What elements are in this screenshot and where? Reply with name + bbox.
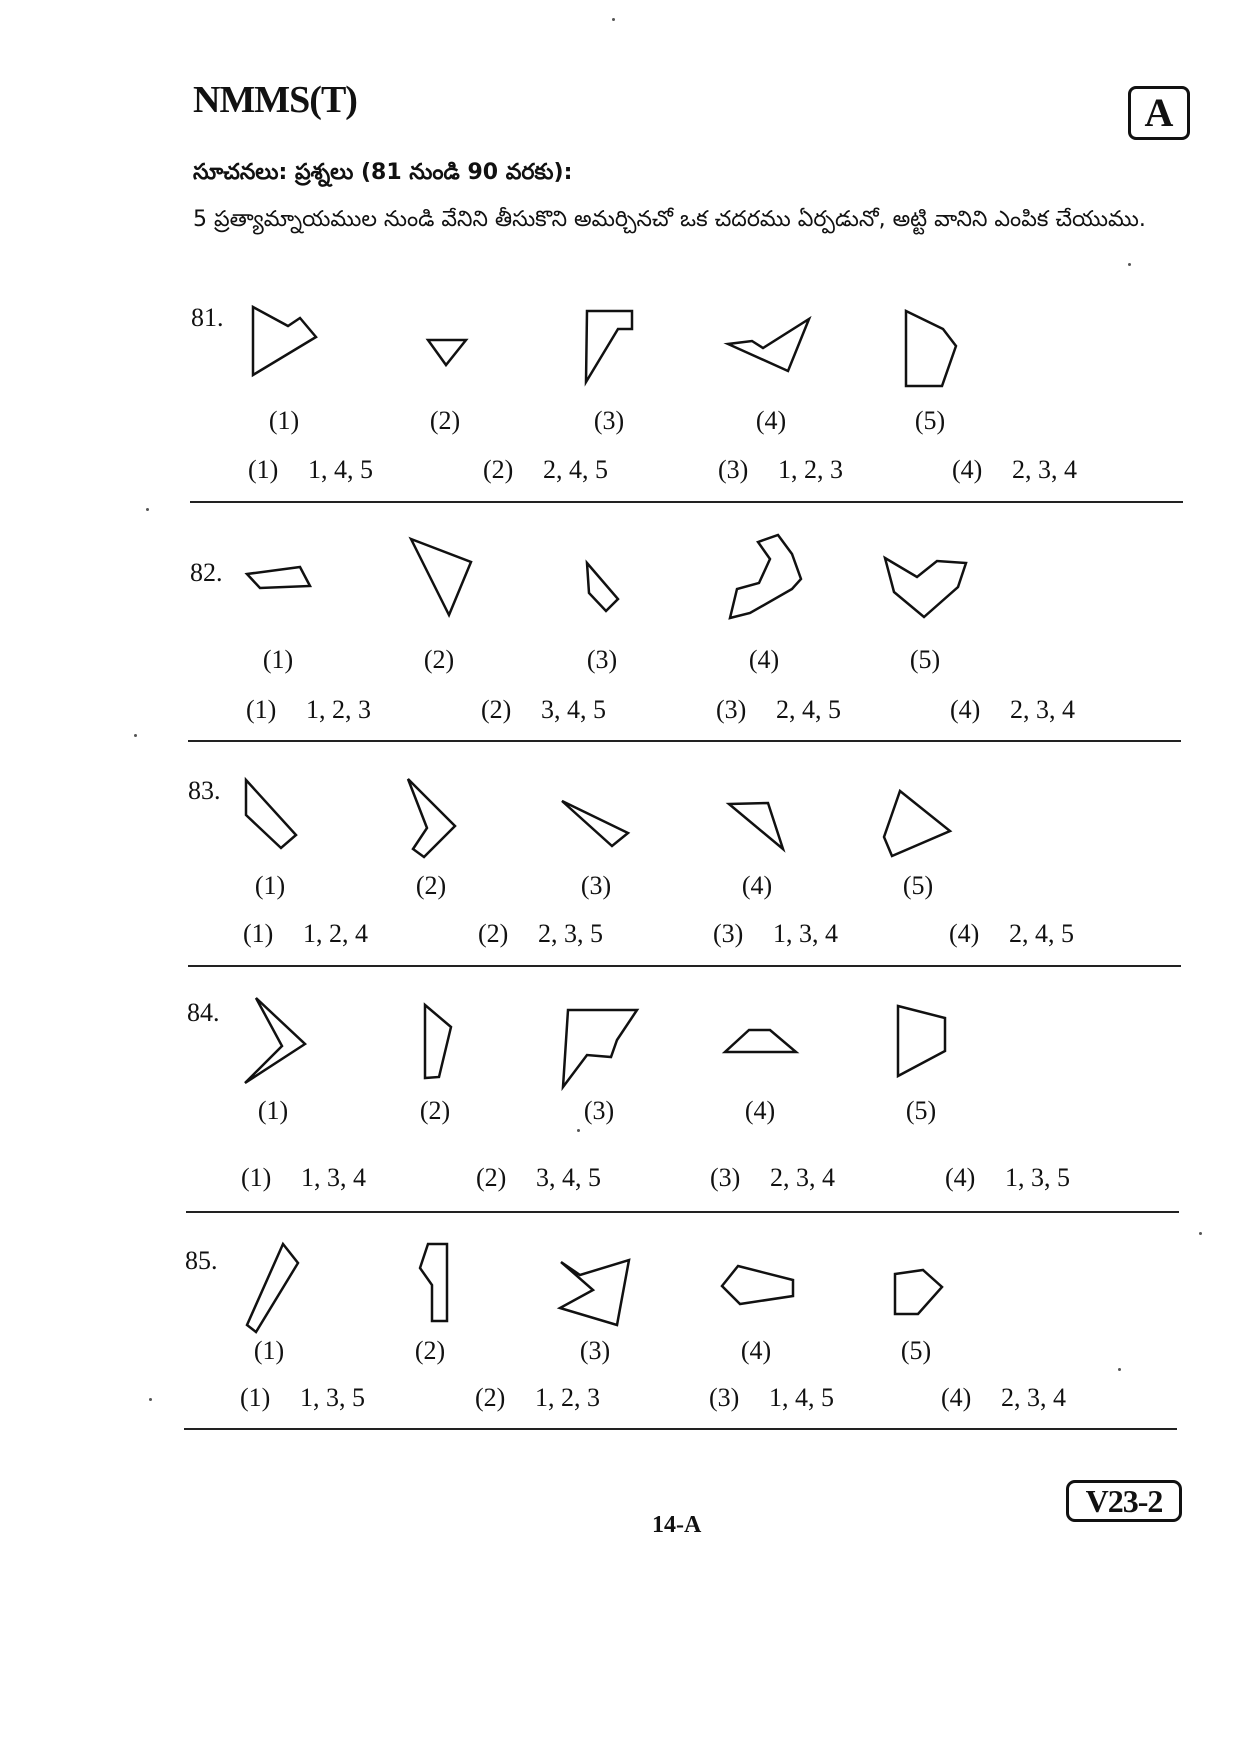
- paper-code-badge: V23-2: [1066, 1480, 1182, 1522]
- question-84-figures: [0, 990, 1240, 1100]
- page-title: NMMS(T): [193, 79, 357, 121]
- scan-speck: [146, 508, 149, 511]
- divider: [184, 1428, 1177, 1430]
- q81-figure-5: [906, 311, 956, 386]
- q85-figure-3: [560, 1260, 629, 1325]
- q81-figure-label-5: (5): [914, 406, 946, 435]
- page-number: 14-A: [652, 1512, 702, 1538]
- q81-option-1[interactable]: (1) 1, 4, 5: [248, 455, 373, 484]
- q85-figure-label-5: (5): [900, 1336, 932, 1365]
- q83-option-1[interactable]: (1) 1, 2, 4: [243, 919, 368, 948]
- instructions-title: సూచనలు: ప్రశ్నలు (81 నుండి 90 వరకు):: [193, 160, 573, 185]
- q82-figure-label-2: (2): [423, 645, 455, 674]
- question-82-figures: [0, 525, 1240, 635]
- q83-figure-2: [408, 779, 455, 857]
- question-83-figures: [0, 765, 1240, 875]
- q81-figure-label-2: (2): [429, 406, 461, 435]
- instructions-text: 5 ప్రత్యామ్నాయముల నుండి వేనిని తీసుకొని అమర్చినచో ఒక చదరము ఏర్పడునో, అట్టి వానిని ఎంపిక చేయుము.: [193, 207, 1146, 232]
- q81-figure-4: [728, 319, 809, 371]
- q83-figure-label-3: (3): [580, 871, 612, 900]
- scan-speck: [149, 1398, 152, 1401]
- q85-figure-4: [722, 1266, 793, 1304]
- q82-option-4[interactable]: (4) 2, 3, 4: [950, 695, 1075, 724]
- q81-figure-label-4: (4): [755, 406, 787, 435]
- q82-option-1[interactable]: (1) 1, 2, 3: [246, 695, 371, 724]
- q83-option-4[interactable]: (4) 2, 4, 5: [949, 919, 1074, 948]
- q84-option-3[interactable]: (3) 2, 3, 4: [710, 1163, 835, 1192]
- q81-option-4[interactable]: (4) 2, 3, 4: [952, 455, 1077, 484]
- q81-option-2[interactable]: (2) 2, 4, 5: [483, 455, 608, 484]
- q82-figure-5: [885, 558, 966, 617]
- question-83-number: 83.: [188, 776, 221, 805]
- q84-figure-label-4: (4): [744, 1096, 776, 1125]
- q82-figure-3: [587, 563, 618, 611]
- q83-figure-4: [729, 803, 783, 849]
- scan-speck: [1128, 263, 1131, 266]
- q84-figure-5: [898, 1006, 945, 1076]
- divider: [190, 501, 1183, 503]
- q81-figure-label-1: (1): [268, 406, 300, 435]
- q84-figure-label-2: (2): [419, 1096, 451, 1125]
- divider: [188, 965, 1181, 967]
- question-81-figures: [0, 295, 1240, 405]
- q85-option-2[interactable]: (2) 1, 2, 3: [475, 1383, 600, 1412]
- q82-figure-label-5: (5): [909, 645, 941, 674]
- scan-speck: [134, 734, 137, 737]
- question-84-number: 84.: [187, 998, 220, 1027]
- q85-figure-label-3: (3): [579, 1336, 611, 1365]
- q84-figure-4: [725, 1030, 796, 1052]
- q85-figure-label-4: (4): [740, 1336, 772, 1365]
- q81-option-3[interactable]: (3) 1, 2, 3: [718, 455, 843, 484]
- scan-speck: [577, 1129, 580, 1132]
- q82-figure-4: [730, 535, 801, 618]
- q84-figure-label-3: (3): [583, 1096, 615, 1125]
- q81-figure-1: [253, 307, 316, 375]
- q83-figure-label-5: (5): [902, 871, 934, 900]
- q84-figure-3: [563, 1010, 637, 1087]
- q83-figure-label-1: (1): [254, 871, 286, 900]
- divider: [188, 740, 1181, 742]
- q85-figure-2: [420, 1244, 447, 1321]
- q85-option-1[interactable]: (1) 1, 3, 5: [240, 1383, 365, 1412]
- q84-option-1[interactable]: (1) 1, 3, 4: [241, 1163, 366, 1192]
- divider: [186, 1211, 1179, 1213]
- q85-option-3[interactable]: (3) 1, 4, 5: [709, 1383, 834, 1412]
- scan-speck: [1199, 1232, 1202, 1235]
- q84-option-2[interactable]: (2) 3, 4, 5: [476, 1163, 601, 1192]
- q83-figure-label-2: (2): [415, 871, 447, 900]
- q83-option-2[interactable]: (2) 2, 3, 5: [478, 919, 603, 948]
- scan-speck: [612, 18, 615, 21]
- q84-option-4[interactable]: (4) 1, 3, 5: [945, 1163, 1070, 1192]
- q83-figure-1: [246, 780, 296, 848]
- q81-figure-label-3: (3): [593, 406, 625, 435]
- q82-figure-2: [411, 539, 471, 615]
- q84-figure-2: [425, 1005, 451, 1078]
- question-85-figures: [0, 1240, 1240, 1350]
- q83-figure-5: [884, 791, 950, 856]
- q82-figure-label-4: (4): [748, 645, 780, 674]
- q83-option-3[interactable]: (3) 1, 3, 4: [713, 919, 838, 948]
- q81-figure-3: [586, 311, 632, 382]
- question-set-badge: A: [1128, 86, 1190, 140]
- q84-figure-label-1: (1): [257, 1096, 289, 1125]
- question-82-number: 82.: [190, 558, 223, 587]
- q83-figure-label-4: (4): [741, 871, 773, 900]
- q82-figure-label-3: (3): [586, 645, 618, 674]
- q84-figure-label-5: (5): [905, 1096, 937, 1125]
- q84-figure-1: [245, 998, 305, 1083]
- q81-figure-2: [428, 340, 466, 365]
- q83-figure-3: [562, 801, 628, 846]
- q82-figure-label-1: (1): [262, 645, 294, 674]
- question-85-number: 85.: [185, 1246, 218, 1275]
- q85-figure-label-2: (2): [414, 1336, 446, 1365]
- question-81-number: 81.: [191, 303, 224, 332]
- q82-option-2[interactable]: (2) 3, 4, 5: [481, 695, 606, 724]
- q82-figure-1: [247, 567, 310, 588]
- q85-figure-1: [247, 1244, 298, 1332]
- scan-speck: [1118, 1368, 1121, 1371]
- q85-figure-5: [895, 1270, 942, 1314]
- q85-figure-label-1: (1): [253, 1336, 285, 1365]
- q85-option-4[interactable]: (4) 2, 3, 4: [941, 1383, 1066, 1412]
- q82-option-3[interactable]: (3) 2, 4, 5: [716, 695, 841, 724]
